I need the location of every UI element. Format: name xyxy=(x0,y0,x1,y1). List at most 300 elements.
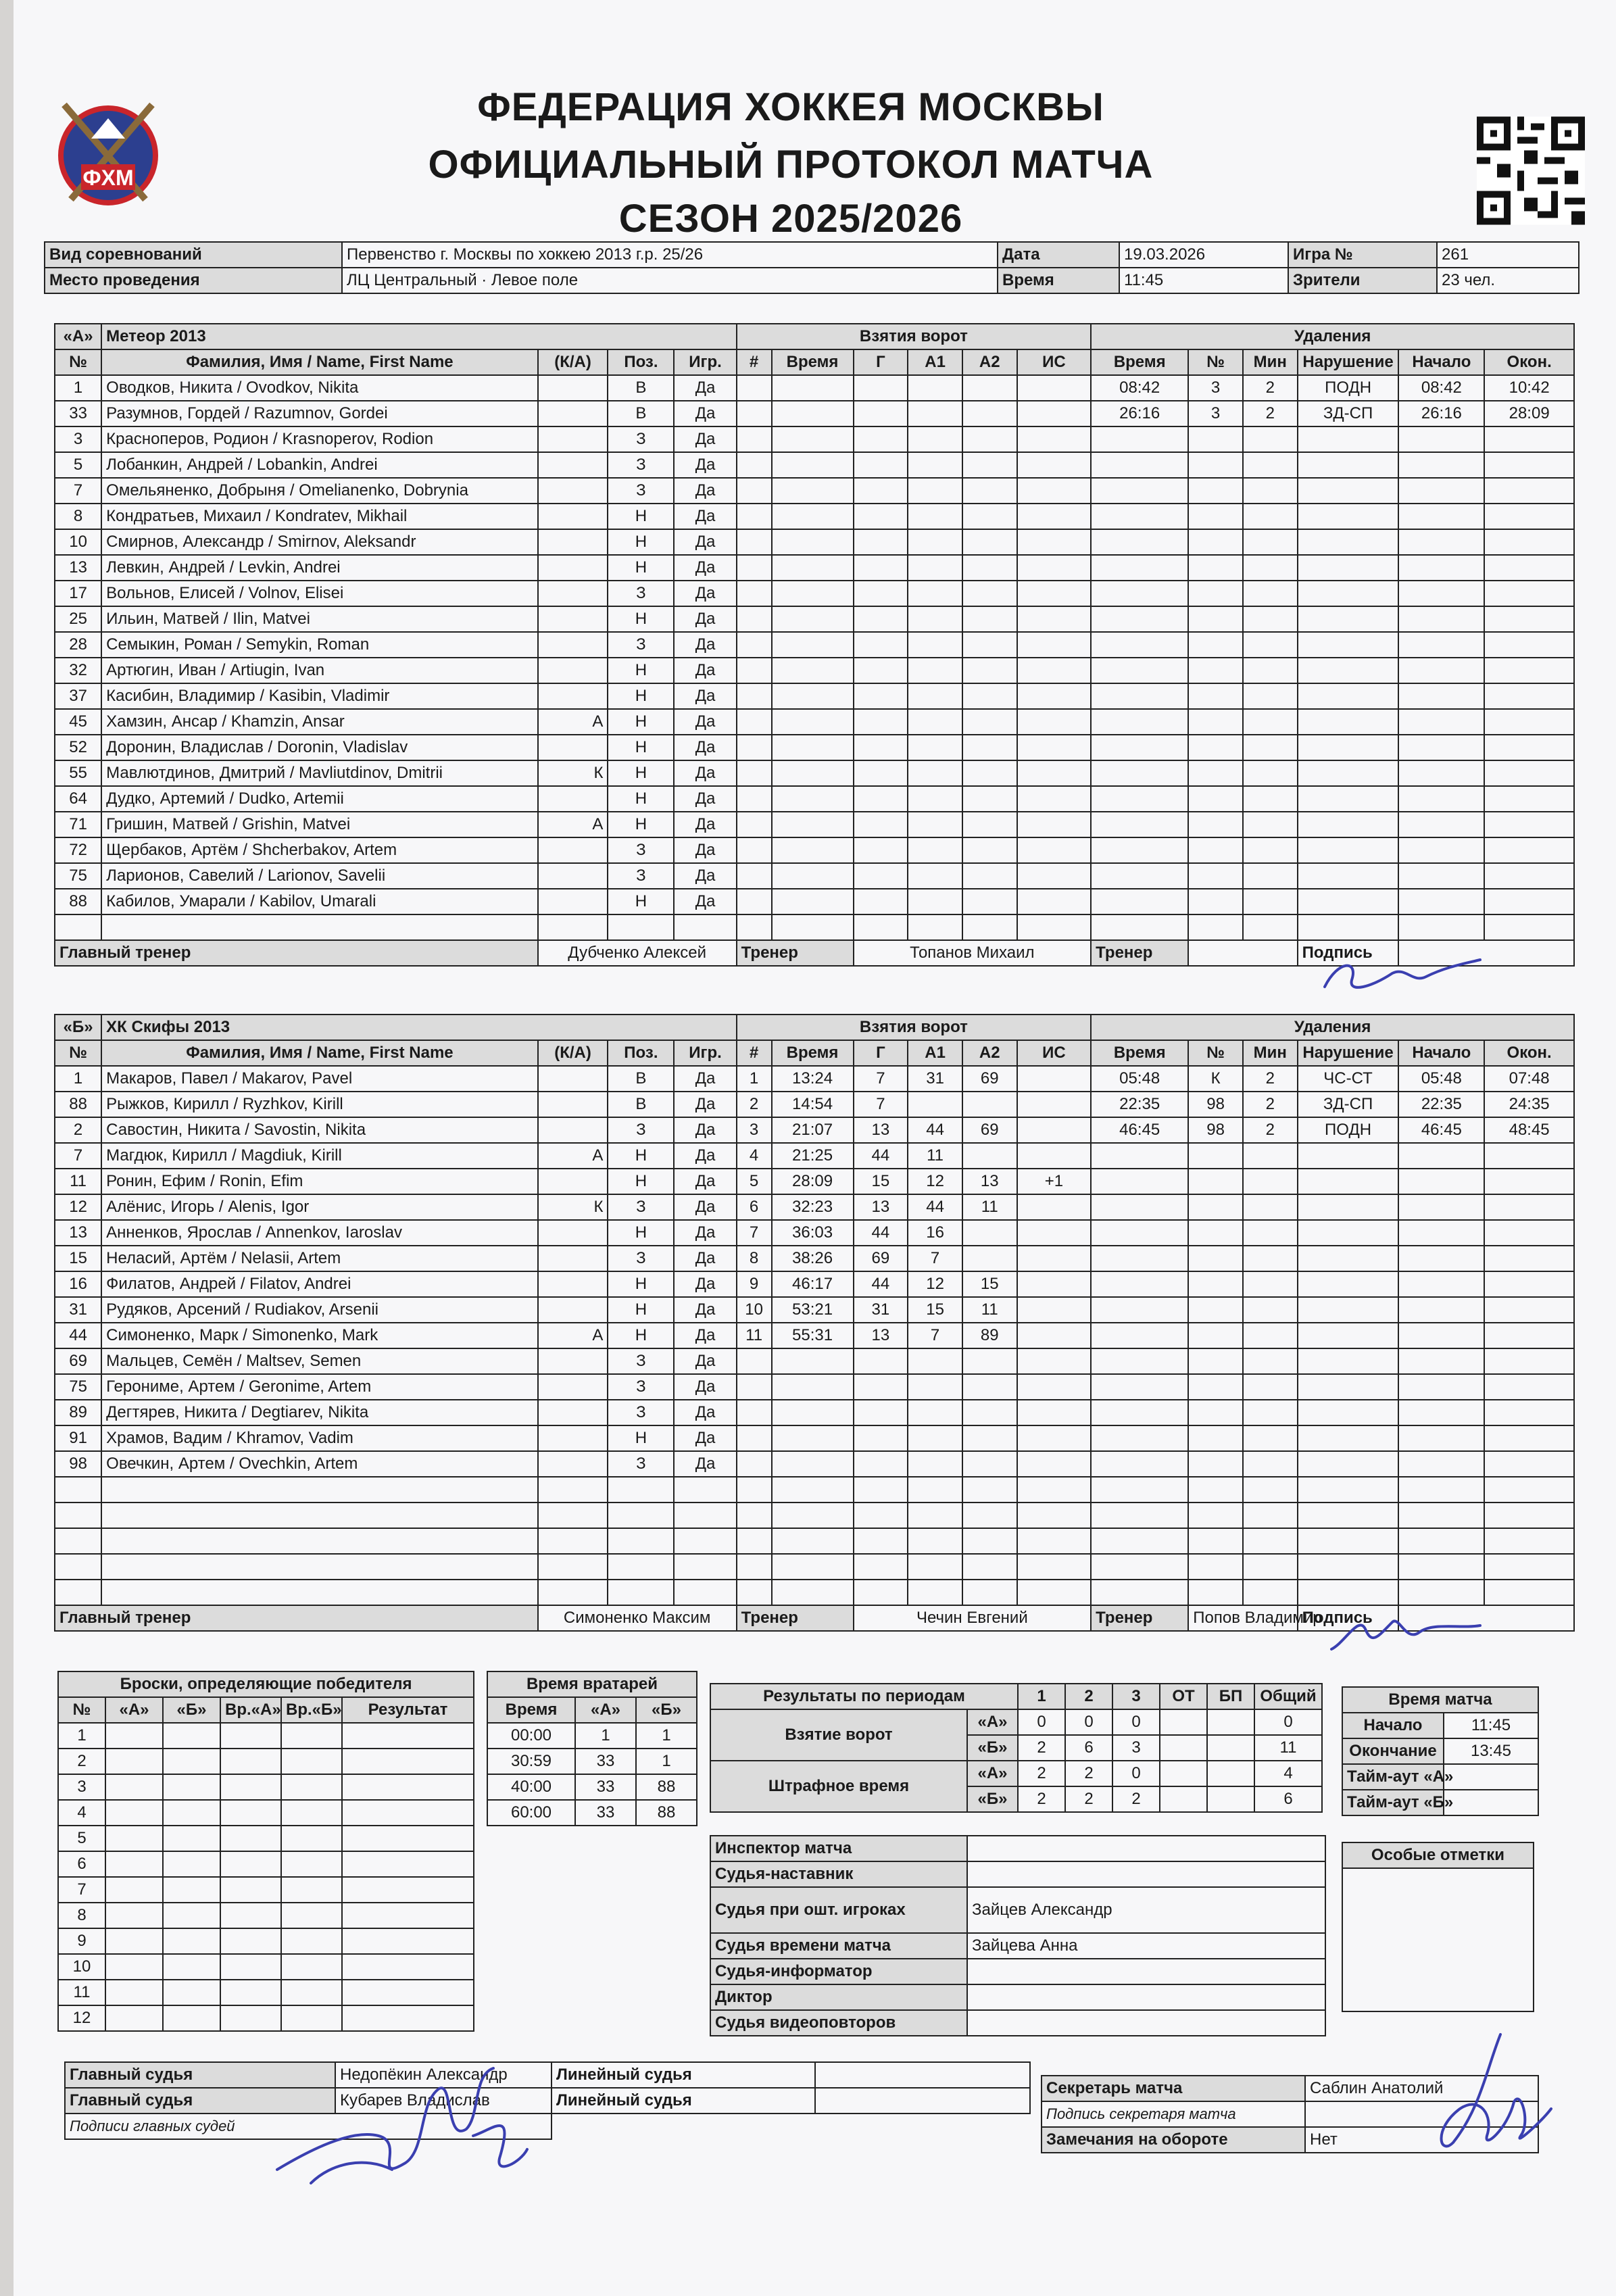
goal-number: 2 xyxy=(737,1092,772,1117)
shootout-cell xyxy=(281,1723,342,1749)
player-captain-mark xyxy=(538,1528,608,1554)
player-number: 55 xyxy=(55,760,101,786)
player-name: Лобанкин, Андрей / Lobankin, Andrei xyxy=(101,452,538,478)
shootout-cell xyxy=(342,1980,474,2005)
col-penalty-violation: Нарушение xyxy=(1298,1040,1399,1066)
penalty-time: 46:45 xyxy=(1091,1117,1188,1143)
goal-assist-1 xyxy=(908,683,962,709)
penalty-minutes xyxy=(1243,581,1298,606)
player-position: Н xyxy=(608,555,674,581)
goal-scorer xyxy=(854,683,908,709)
goal-scorer xyxy=(854,1400,908,1425)
penalty-violation xyxy=(1298,1220,1399,1246)
table-row xyxy=(58,1928,474,1954)
goal-assist-1: 44 xyxy=(908,1194,962,1220)
penalty-minutes xyxy=(1243,914,1298,940)
penalty-minutes xyxy=(1243,683,1298,709)
goal-number xyxy=(737,1374,772,1400)
penalty-start: 08:42 xyxy=(1398,375,1484,401)
shootout-cell xyxy=(105,1826,163,1851)
linesman-2-value xyxy=(815,2088,1030,2114)
goal-time xyxy=(772,426,854,452)
col-goal-time: Время xyxy=(772,1040,854,1066)
penalty-box-judge-value: Зайцев Александр xyxy=(967,1887,1325,1933)
goal-scorer xyxy=(854,375,908,401)
penalty-player xyxy=(1188,1271,1243,1297)
shootout-cell xyxy=(220,1774,281,1800)
goal-time xyxy=(772,632,854,658)
penalty-time: 26:16 xyxy=(1091,401,1188,426)
penalty-player xyxy=(1188,914,1243,940)
goal-situation xyxy=(1017,914,1092,940)
player-number xyxy=(55,914,101,940)
penalty-end xyxy=(1484,452,1574,478)
player-name xyxy=(101,914,538,940)
penalty-player xyxy=(1188,735,1243,760)
penalty-time xyxy=(1091,1425,1188,1451)
period-results-table xyxy=(710,1683,1323,1813)
goal-assist-1 xyxy=(908,786,962,812)
goal-assist-1: 11 xyxy=(908,1143,962,1169)
coach-2-name: Попов Владимир xyxy=(1188,1605,1297,1631)
shootout-cell xyxy=(342,1928,474,1954)
player-number: 31 xyxy=(55,1297,101,1323)
player-name: Мавлютдинов, Дмитрий / Mavliutdinov, Dmitrii xyxy=(101,760,538,786)
table-row xyxy=(58,1800,474,1826)
goal-assist-1 xyxy=(908,760,962,786)
col-penalty-time: Время xyxy=(1091,1040,1188,1066)
remarks-value: Нет xyxy=(1305,2127,1538,2153)
penalty-time xyxy=(1091,426,1188,452)
penalty-end: 07:48 xyxy=(1484,1066,1574,1092)
goal-scorer xyxy=(854,632,908,658)
penalty-minutes xyxy=(1243,1143,1298,1169)
goal-number xyxy=(737,606,772,632)
linesman-1-label: Линейный судья xyxy=(552,2062,815,2088)
penalty-time xyxy=(1091,786,1188,812)
shootout-title: Броски, определяющие победителя xyxy=(58,1671,474,1697)
penalty-end xyxy=(1484,863,1574,889)
penalty-start xyxy=(1398,658,1484,683)
col-captain: (К/А) xyxy=(538,1040,608,1066)
period-value xyxy=(1207,1735,1254,1761)
shootout-cell xyxy=(163,1954,220,1980)
player-played: Да xyxy=(674,581,736,606)
penalty-end xyxy=(1484,709,1574,735)
penalty-violation xyxy=(1298,581,1399,606)
goal-assist-2 xyxy=(962,837,1017,863)
match-start-label: Начало xyxy=(1342,1713,1444,1738)
penalty-violation xyxy=(1298,1297,1399,1323)
penalty-time xyxy=(1091,581,1188,606)
shootout-number: 5 xyxy=(58,1826,105,1851)
goal-number xyxy=(737,1425,772,1451)
col-penalty-minutes: Мин xyxy=(1243,349,1298,375)
player-played: Да xyxy=(674,1451,736,1477)
player-position: Н xyxy=(608,658,674,683)
coach-2-name xyxy=(1188,940,1297,966)
player-number: 1 xyxy=(55,1066,101,1092)
col-penalty-violation: Нарушение xyxy=(1298,349,1399,375)
table-row xyxy=(55,837,1574,863)
shootout-cell xyxy=(105,1723,163,1749)
announcer-label: Диктор xyxy=(710,1984,967,2010)
player-position: В xyxy=(608,401,674,426)
period-col-header: 3 xyxy=(1112,1684,1160,1709)
player-played: Да xyxy=(674,812,736,837)
penalty-time xyxy=(1091,632,1188,658)
penalty-minutes xyxy=(1243,426,1298,452)
goal-number xyxy=(737,914,772,940)
player-captain-mark: А xyxy=(538,1323,608,1348)
penalty-end xyxy=(1484,1374,1574,1400)
penalty-minutes xyxy=(1243,1220,1298,1246)
player-number xyxy=(55,1528,101,1554)
player-name: Разумнов, Гордей / Razumnov, Gordei xyxy=(101,401,538,426)
player-played: Да xyxy=(674,683,736,709)
goal-number xyxy=(737,375,772,401)
timeout-b-label: Тайм-аут «Б» xyxy=(1342,1790,1444,1815)
goalie-cell: 1 xyxy=(636,1723,697,1749)
player-played: Да xyxy=(674,1194,736,1220)
goal-time xyxy=(772,863,854,889)
penalty-start xyxy=(1398,426,1484,452)
table-row xyxy=(55,889,1574,914)
player-number: 52 xyxy=(55,735,101,760)
goal-scorer xyxy=(854,1374,908,1400)
table-row xyxy=(58,2005,474,2031)
penalty-violation xyxy=(1298,1477,1399,1503)
goal-assist-2 xyxy=(962,735,1017,760)
penalty-player xyxy=(1188,889,1243,914)
signature-label: Подпись xyxy=(1298,1605,1399,1631)
goal-situation xyxy=(1017,1528,1092,1554)
table-row xyxy=(58,1903,474,1928)
goal-number xyxy=(737,1348,772,1374)
col-penalty-start: Начало xyxy=(1398,1040,1484,1066)
penalty-player xyxy=(1188,837,1243,863)
penalty-violation xyxy=(1298,1169,1399,1194)
goal-scorer xyxy=(854,786,908,812)
head-coach-label: Главный тренер xyxy=(55,1605,538,1631)
goal-time: 21:07 xyxy=(772,1117,854,1143)
table-row xyxy=(55,863,1574,889)
player-number xyxy=(55,1554,101,1580)
shootout-number: 9 xyxy=(58,1928,105,1954)
goal-scorer xyxy=(854,1528,908,1554)
goal-scorer xyxy=(854,478,908,504)
penalty-minutes xyxy=(1243,735,1298,760)
signature-cell xyxy=(1398,1605,1574,1631)
penalty-minutes xyxy=(1243,658,1298,683)
goal-assist-2 xyxy=(962,1246,1017,1271)
goal-assist-2 xyxy=(962,452,1017,478)
goal-assist-1 xyxy=(908,452,962,478)
goal-situation xyxy=(1017,1323,1092,1348)
player-position: Н xyxy=(608,709,674,735)
table-row xyxy=(487,1800,697,1826)
col-goal-time: Время xyxy=(772,349,854,375)
player-name: Оводков, Никита / Ovodkov, Nikita xyxy=(101,375,538,401)
player-played: Да xyxy=(674,786,736,812)
player-name: Щербаков, Артём / Shcherbakov, Artem xyxy=(101,837,538,863)
player-number: 88 xyxy=(55,1092,101,1117)
goal-assist-1 xyxy=(908,1092,962,1117)
goal-time xyxy=(772,478,854,504)
goalie-col-header: «А» xyxy=(575,1697,636,1723)
goal-time xyxy=(772,658,854,683)
penalty-time xyxy=(1091,1169,1188,1194)
penalty-player xyxy=(1188,1220,1243,1246)
col-position: Поз. xyxy=(608,1040,674,1066)
player-number: 75 xyxy=(55,1374,101,1400)
goal-number: 9 xyxy=(737,1271,772,1297)
penalty-time xyxy=(1091,863,1188,889)
player-number: 11 xyxy=(55,1169,101,1194)
col-assist-2: А2 xyxy=(962,1040,1017,1066)
penalty-violation xyxy=(1298,529,1399,555)
penalty-start xyxy=(1398,914,1484,940)
penalty-violation xyxy=(1298,452,1399,478)
goal-situation xyxy=(1017,1477,1092,1503)
shootout-cell xyxy=(342,1826,474,1851)
penalty-minutes xyxy=(1243,1528,1298,1554)
goal-assist-2: 89 xyxy=(962,1323,1017,1348)
penalty-minutes xyxy=(1243,1323,1298,1348)
goal-time xyxy=(772,555,854,581)
player-number: 7 xyxy=(55,478,101,504)
inspector-value xyxy=(967,1836,1325,1861)
player-position: З xyxy=(608,1194,674,1220)
penalty-violation xyxy=(1298,914,1399,940)
player-number: 28 xyxy=(55,632,101,658)
goal-situation xyxy=(1017,735,1092,760)
qr-code-icon xyxy=(1477,115,1585,226)
penalty-violation xyxy=(1298,555,1399,581)
shootout-cell xyxy=(281,1928,342,1954)
shootout-cell xyxy=(163,1774,220,1800)
goal-time xyxy=(772,735,854,760)
player-captain-mark xyxy=(538,683,608,709)
goal-scorer xyxy=(854,812,908,837)
shootout-cell xyxy=(220,1903,281,1928)
player-captain-mark xyxy=(538,426,608,452)
goal-scorer xyxy=(854,735,908,760)
goal-assist-1 xyxy=(908,375,962,401)
goal-number xyxy=(737,735,772,760)
penalty-player xyxy=(1188,1554,1243,1580)
penalty-violation xyxy=(1298,863,1399,889)
penalty-start xyxy=(1398,529,1484,555)
goal-situation xyxy=(1017,889,1092,914)
player-position: Н xyxy=(608,683,674,709)
col-penalty-player: № xyxy=(1188,349,1243,375)
period-value: 2 xyxy=(1018,1786,1065,1812)
goal-time xyxy=(772,889,854,914)
player-position: З xyxy=(608,452,674,478)
period-col-header: ОТ xyxy=(1160,1684,1207,1709)
goal-assist-1 xyxy=(908,837,962,863)
game-number-label: Игра № xyxy=(1288,242,1437,268)
period-col-header: БП xyxy=(1207,1684,1254,1709)
goal-situation: +1 xyxy=(1017,1169,1092,1194)
penalty-end xyxy=(1484,1425,1574,1451)
goal-assist-2: 69 xyxy=(962,1117,1017,1143)
player-captain-mark xyxy=(538,863,608,889)
period-value xyxy=(1207,1786,1254,1812)
shootout-cell xyxy=(281,1954,342,1980)
col-captain: (К/А) xyxy=(538,349,608,375)
period-value xyxy=(1160,1786,1207,1812)
period-col-header: 2 xyxy=(1065,1684,1112,1709)
goal-assist-2 xyxy=(962,914,1017,940)
table-row xyxy=(55,478,1574,504)
shootout-number: 2 xyxy=(58,1749,105,1774)
table-row xyxy=(55,632,1574,658)
player-position: Н xyxy=(608,812,674,837)
penalty-player xyxy=(1188,504,1243,529)
shootout-cell xyxy=(220,1954,281,1980)
shootout-cell xyxy=(220,1749,281,1774)
shootout-col-header: «Б» xyxy=(163,1697,220,1723)
goal-time: 55:31 xyxy=(772,1323,854,1348)
penalty-violation xyxy=(1298,683,1399,709)
table-row xyxy=(55,812,1574,837)
goal-time xyxy=(772,786,854,812)
penalty-end xyxy=(1484,812,1574,837)
col-goal-scorer: Г xyxy=(854,1040,908,1066)
penalty-violation xyxy=(1298,606,1399,632)
penalty-player xyxy=(1188,632,1243,658)
col-assist-1: А1 xyxy=(908,1040,962,1066)
table-row xyxy=(55,1169,1574,1194)
shootout-cell xyxy=(220,1928,281,1954)
goal-time: 36:03 xyxy=(772,1220,854,1246)
penalty-minutes xyxy=(1243,1374,1298,1400)
shootout-cell xyxy=(281,2005,342,2031)
goal-scorer xyxy=(854,1451,908,1477)
penalty-minutes xyxy=(1243,760,1298,786)
competition-label: Вид соревнований xyxy=(45,242,342,268)
player-name xyxy=(101,1477,538,1503)
player-captain-mark xyxy=(538,1477,608,1503)
period-value: 0 xyxy=(1254,1709,1322,1735)
player-played: Да xyxy=(674,1400,736,1425)
secretary-signature-cell xyxy=(1305,2101,1538,2127)
penalty-violation xyxy=(1298,1580,1399,1605)
player-number: 44 xyxy=(55,1323,101,1348)
player-name: Ильин, Матвей / Ilin, Matvei xyxy=(101,606,538,632)
penalty-time: 05:48 xyxy=(1091,1066,1188,1092)
shootout-col-header: Результат xyxy=(342,1697,474,1723)
player-name: Доронин, Владислав / Doronin, Vladislav xyxy=(101,735,538,760)
goal-assist-1 xyxy=(908,1451,962,1477)
goal-scorer: 13 xyxy=(854,1117,908,1143)
goal-scorer xyxy=(854,1425,908,1451)
table-row xyxy=(58,1877,474,1903)
shootout-cell xyxy=(163,1749,220,1774)
penalty-start xyxy=(1398,709,1484,735)
table-row xyxy=(58,1749,474,1774)
table-row xyxy=(55,1092,1574,1117)
player-captain-mark xyxy=(538,478,608,504)
goalie-cell: 33 xyxy=(575,1800,636,1826)
player-number xyxy=(55,1580,101,1605)
period-value: 0 xyxy=(1112,1761,1160,1786)
penalty-start xyxy=(1398,1580,1484,1605)
goal-assist-2 xyxy=(962,375,1017,401)
player-position: Н xyxy=(608,1220,674,1246)
goal-scorer xyxy=(854,863,908,889)
competition-value: Первенство г. Москвы по хоккею 2013 г.р. 25/26 xyxy=(342,242,998,268)
table-row xyxy=(55,1271,1574,1297)
goal-situation xyxy=(1017,375,1092,401)
player-captain-mark: К xyxy=(538,760,608,786)
goalie-cell: 1 xyxy=(575,1723,636,1749)
penalty-start: 46:45 xyxy=(1398,1117,1484,1143)
player-captain-mark xyxy=(538,658,608,683)
goal-assist-1 xyxy=(908,709,962,735)
player-captain-mark xyxy=(538,1271,608,1297)
table-row xyxy=(55,1503,1574,1528)
player-captain-mark xyxy=(538,1374,608,1400)
penalty-minutes xyxy=(1243,606,1298,632)
player-name xyxy=(101,1580,538,1605)
penalty-minutes xyxy=(1243,812,1298,837)
table-row xyxy=(55,452,1574,478)
goal-scorer: 13 xyxy=(854,1194,908,1220)
col-penalty-time: Время xyxy=(1091,349,1188,375)
player-captain-mark xyxy=(538,889,608,914)
penalty-player xyxy=(1188,1400,1243,1425)
head-coach-label: Главный тренер xyxy=(55,940,538,966)
table-row xyxy=(487,1774,697,1800)
goal-time xyxy=(772,1400,854,1425)
protocol-sheet xyxy=(14,0,1616,2296)
goal-assist-1: 12 xyxy=(908,1169,962,1194)
player-position: Н xyxy=(608,606,674,632)
penalty-start xyxy=(1398,837,1484,863)
col-assist-1: А1 xyxy=(908,349,962,375)
player-captain-mark xyxy=(538,504,608,529)
player-name: Филатов, Андрей / Filatov, Andrei xyxy=(101,1271,538,1297)
goal-assist-2 xyxy=(962,1477,1017,1503)
period-col-header: 1 xyxy=(1018,1684,1065,1709)
penalty-start xyxy=(1398,504,1484,529)
player-number: 15 xyxy=(55,1246,101,1271)
period-value: 2 xyxy=(1018,1735,1065,1761)
shootout-number: 12 xyxy=(58,2005,105,2031)
shootout-cell xyxy=(163,1928,220,1954)
goal-assist-1 xyxy=(908,581,962,606)
title-federation: ФЕДЕРАЦИЯ ХОККЕЯ МОСКВЫ xyxy=(477,85,1104,129)
shootout-cell xyxy=(105,1774,163,1800)
goal-assist-1 xyxy=(908,1554,962,1580)
player-position xyxy=(608,1503,674,1528)
player-position: З xyxy=(608,1117,674,1143)
player-number: 3 xyxy=(55,426,101,452)
goal-scorer xyxy=(854,426,908,452)
player-captain-mark xyxy=(538,837,608,863)
penalty-player xyxy=(1188,1323,1243,1348)
officials-table xyxy=(710,1835,1326,2036)
goal-assist-2 xyxy=(962,1143,1017,1169)
player-played: Да xyxy=(674,1143,736,1169)
player-position: Н xyxy=(608,889,674,914)
penalty-start xyxy=(1398,786,1484,812)
table-row xyxy=(58,1774,474,1800)
coach-name: Топанов Михаил xyxy=(854,940,1092,966)
